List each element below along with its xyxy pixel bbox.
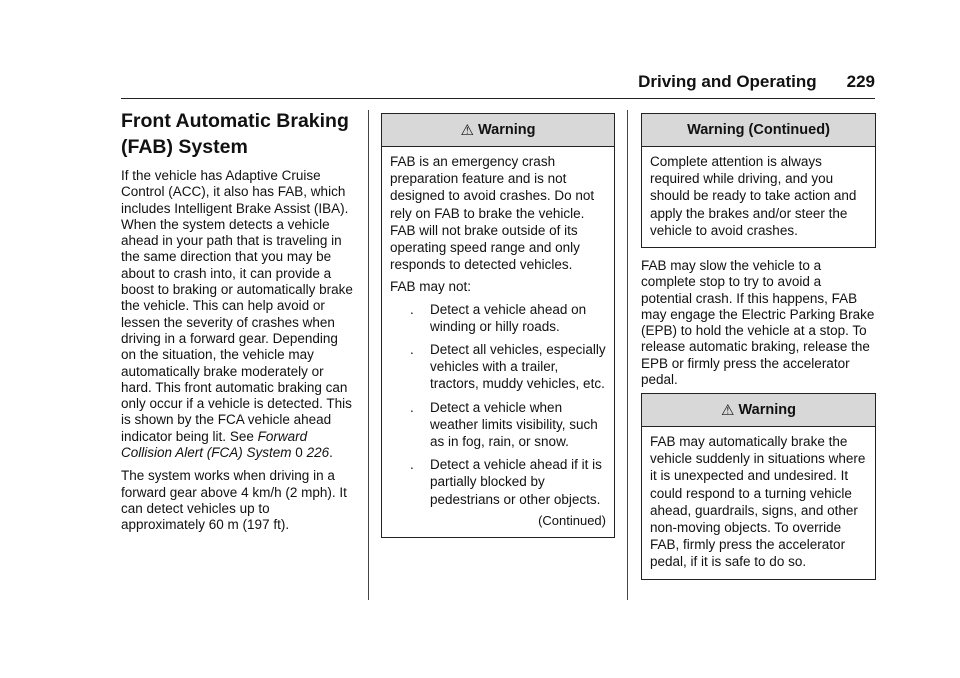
list-item: . Detect all vehicles, especially vehicles with a trailer, tractors, muddy vehicles, etc.: [410, 342, 606, 392]
warning-paragraph: FAB is an emergency crash preparation feature and is not designed to avoid crashes. Do not rely on FAB to brake the vehicle. FAB will not brake outside of its operating speed range and only responds to detected vehicles.: [390, 154, 595, 273]
warning-header: ⚠ Warning: [382, 114, 614, 147]
warning-triangle-icon: ⚠: [721, 402, 735, 419]
column-divider-2: [627, 110, 628, 600]
section-heading: Front Automatic Braking (FAB) System: [121, 110, 349, 158]
automatic-stop-paragraph: FAB may slow the vehicle to a complete stop to try to avoid a potential crash. If this happens, FAB may engage the Electric Parking Brake (EPB) to hold the vehicle at a stop. To release automatic braking, release the EPB or firmly press the accelerator pedal.: [641, 258, 875, 388]
warning-header: Warning (Continued): [642, 114, 875, 147]
warning-header: ⚠ Warning: [642, 394, 875, 427]
list-item: . Detect a vehicle ahead if it is partially blocked by pedestrians or other objects.: [410, 457, 602, 507]
list-item: . Detect a vehicle ahead on winding or hilly roads.: [410, 301, 587, 334]
page-ref-arrow-icon: 0: [295, 445, 303, 461]
warning-box-1: [381, 113, 615, 538]
section-title: Driving and Operating: [638, 72, 817, 91]
intro-paragraph: If the vehicle has Adaptive Cruise Control (ACC), it also has FAB, which includes Intelligent Brake Assist (IBA). When the system detects a vehicle ahead in your path that is traveling in the same direction that you may be about to crash into, it can provide a boost to braking or automatically brake the vehicle. This can help avoid or lessen the severity of crashes when driving in a forward gear. Depending on the situation, the vehicle may automatically brake moderately or hard. This front automatic braking can only occur if a vehicle is detected. This is shown by the FCA vehicle ahead indicator being lit. See Forward Collision Alert (FCA) System 0 226.: [121, 168, 353, 461]
warning-list: [390, 301, 606, 508]
warning-box-continued: [641, 113, 876, 248]
warning-triangle-icon: ⚠: [460, 122, 474, 139]
column-1: [121, 108, 356, 541]
column-divider-1: [368, 110, 369, 600]
header-rule: [121, 98, 875, 99]
warning-box-2: [641, 393, 876, 580]
page-header: [121, 72, 875, 94]
warning-list-intro: FAB may not:: [390, 279, 472, 295]
warning-paragraph: FAB may automatically brake the vehicle suddenly in situations where it is unexpected and undesired. It could respond to a turning vehicle ahead, guardrails, signs, and other non-moving objects. To override FAB, firmly press the accelerator pedal, if it is safe to do so.: [650, 434, 866, 570]
page-number: 229: [846, 72, 875, 91]
operating-range-paragraph: The system works when driving in a forward gear above 4 km/h (2 mph). It can detect vehicles up to approximately 60 m (197 ft).: [121, 468, 347, 533]
column-3-text: [641, 258, 875, 395]
continued-label: (Continued): [538, 512, 606, 528]
cross-reference-page[interactable]: 226: [306, 445, 330, 461]
cross-reference-link[interactable]: Forward Collision Alert (FCA) System: [121, 428, 308, 461]
list-item: . Detect a vehicle when weather limits visibility, such as in fog, rain, or snow.: [410, 399, 598, 450]
warning-paragraph: Complete attention is always required while driving, and you should be ready to take action and apply the brakes and/or steer the vehicle to avoid crashes.: [650, 154, 857, 238]
